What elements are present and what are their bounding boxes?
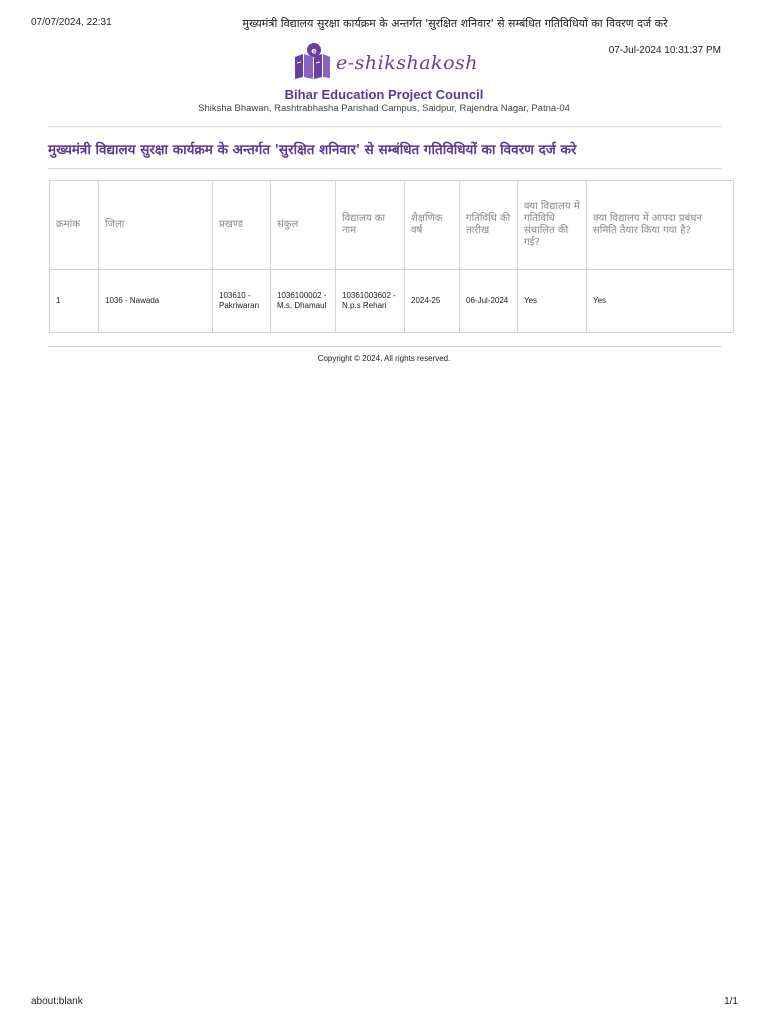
col-header-activity-conducted: क्या विद्यालय में गतिविधि संचालित की गई? bbox=[518, 181, 587, 270]
col-header-activity-date: गतिविधि की तारीख bbox=[460, 181, 518, 270]
cell-district: 1036 - Nawada bbox=[99, 270, 213, 333]
cell-block: 103610 - Pakriwaran bbox=[213, 270, 271, 333]
header-divider bbox=[48, 126, 721, 127]
print-title: मुख्यमंत्री विद्यालय सुरक्षा कार्यक्रम के अन्तर्गत 'सुरक्षित शनिवार' से सम्बंधित गतिविधियों का विवरण दर्ज करे bbox=[242, 17, 668, 30]
col-header-academic-year: शैक्षणिक वर्ष bbox=[405, 181, 460, 270]
print-url: about:blank bbox=[31, 996, 83, 1007]
col-header-serial: क्रमांक bbox=[50, 181, 99, 270]
heading-divider bbox=[48, 168, 721, 169]
svg-text:e: e bbox=[311, 46, 317, 55]
page-heading: मुख्यमंत्री विद्यालय सुरक्षा कार्यक्रम के अन्तर्गत 'सुरक्षित शनिवार' से सम्बंधित गतिविधियों का विवरण दर्ज करे bbox=[48, 142, 577, 158]
cell-activity-conducted: Yes bbox=[518, 270, 587, 333]
book-stack-icon bbox=[292, 41, 332, 86]
table-row bbox=[50, 270, 734, 333]
logo bbox=[292, 42, 478, 84]
col-header-block: प्रखण्ड bbox=[213, 181, 271, 270]
col-header-school-name: विद्यालय का नाम bbox=[336, 181, 405, 270]
cell-committee-formed: Yes bbox=[587, 270, 734, 333]
activity-table bbox=[49, 180, 734, 333]
cell-academic-year: 2024-25 bbox=[405, 270, 460, 333]
page-number: 1/1 bbox=[724, 996, 738, 1007]
print-datetime: 07/07/2024, 22:31 bbox=[31, 17, 112, 28]
org-name: Bihar Education Project Council bbox=[284, 87, 484, 102]
col-header-committee-formed: क्या विद्यालय में आपदा प्रबंधन समिति तैयार किया गया है? bbox=[587, 181, 734, 270]
col-header-district: जिला bbox=[99, 181, 213, 270]
cell-serial: 1 bbox=[50, 270, 99, 333]
cell-activity-date: 06-Jul-2024 bbox=[460, 270, 518, 333]
generated-timestamp: 07-Jul-2024 10:31:37 PM bbox=[608, 45, 721, 56]
col-header-cluster: संकुल bbox=[271, 181, 336, 270]
table-header-row bbox=[50, 181, 734, 270]
copyright-text: Copyright © 2024, All rights reserved. bbox=[317, 354, 451, 363]
logo-wordmark: e-shikshakosh bbox=[336, 52, 478, 74]
footer-divider bbox=[48, 346, 721, 347]
cell-school-name: 10361003602 - N.p.s Rehari bbox=[336, 270, 405, 333]
cell-cluster: 1036100002 - M.s, Dhamaul bbox=[271, 270, 336, 333]
org-address: Shiksha Bhawan, Rashtrabhasha Parishad Campus, Saidpur, Rajendra Nagar, Patna-04 bbox=[198, 103, 570, 114]
